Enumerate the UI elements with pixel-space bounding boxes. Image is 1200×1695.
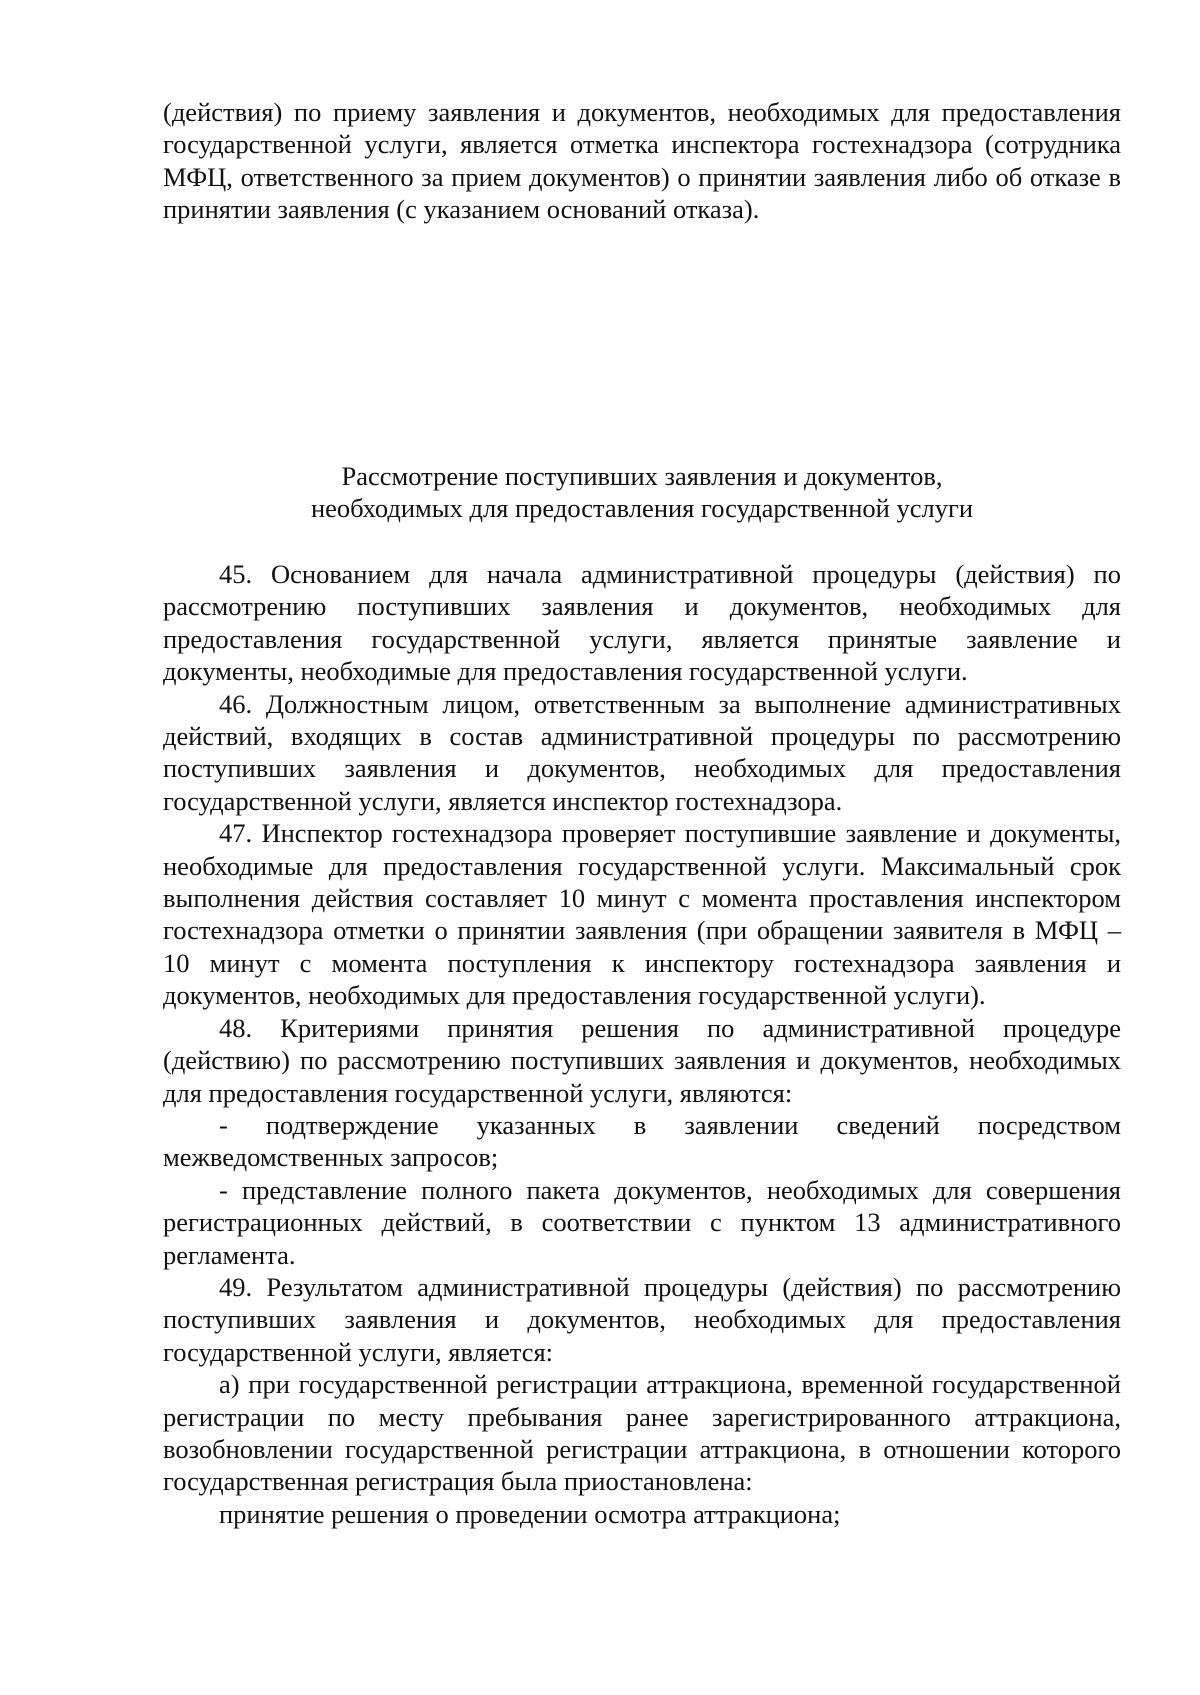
paragraph-48: 48. Критериями принятия решения по административной процедуре (действию) по рассмотрению поступивших заявления и документов, необходимых для предоставления государственной услуги, являются:: [163, 1012, 1121, 1108]
paragraph-47: 47. Инспектор гостехнадзора проверяет поступившие заявление и документы, необходимые для предоставления государственной услуги. Максимальный срок выполнения действия составляет 10 минут с момента проставления инспектором гостехнадзора отметки о принятии заявления (при обращении заявителя в МФЦ – 10 минут с момента поступления к инспектору гостехнадзора заявления и документов, необходимых для предоставления государственной услуги).: [163, 818, 1121, 1011]
body-text: [163, 558, 1121, 1530]
intro-text: [163, 96, 1121, 226]
paragraph-inspection-decision: принятие решения о проведении осмотра аттракциона;: [219, 1498, 841, 1529]
section-heading-line-2: необходимых для предоставления государственной услуги: [310, 493, 974, 524]
list-item-full-package: - представление полного пакета документов, необходимых для совершения регистрационных действий, в соответствии с пунктом 13 административного регламента.: [163, 1174, 1121, 1270]
paragraph-49-a: а) при государственной регистрации аттракциона, временной государственной регистрации по месту пребывания ранее зарегистрированного аттракциона, возобновлении государственной регистрации аттракциона, в отношении которого государственная регистрация была приостановлена:: [163, 1369, 1121, 1497]
section-heading: [163, 460, 1121, 525]
list-item-confirmation: - подтверждение указанных в заявлении сведений посредством межведомственных запросов;: [163, 1109, 1121, 1173]
intro-paragraph: (действия) по приему заявления и документов, необходимых для предоставления государственной услуги, является отметка инспектора гостехнадзора (сотрудника МФЦ, ответственного за прием документов) о принятии заявления либо об отказе в принятии заявления (с указанием оснований отказа).: [163, 97, 1121, 225]
paragraph-46: 46. Должностным лицом, ответственным за выполнение административных действий, входящих в состав административной процедуры по рассмотрению поступивших заявления и документов, необходимых для предоставления государственной услуги, является инспектор гостехнадзора.: [163, 688, 1121, 816]
section-heading-line-1: Рассмотрение поступивших заявления и документов,: [341, 461, 943, 491]
paragraph-49: 49. Результатом административной процедуры (действия) по рассмотрению поступивших заявления и документов, необходимых для предоставления государственной услуги, является:: [163, 1271, 1121, 1367]
paragraph-45: 45. Основанием для начала административной процедуры (действия) по рассмотрению поступивших заявления и документов, необходимых для предоставления государственной услуги, является принятые заявление и документы, необходимые для предоставления государственной услуги.: [163, 559, 1121, 687]
